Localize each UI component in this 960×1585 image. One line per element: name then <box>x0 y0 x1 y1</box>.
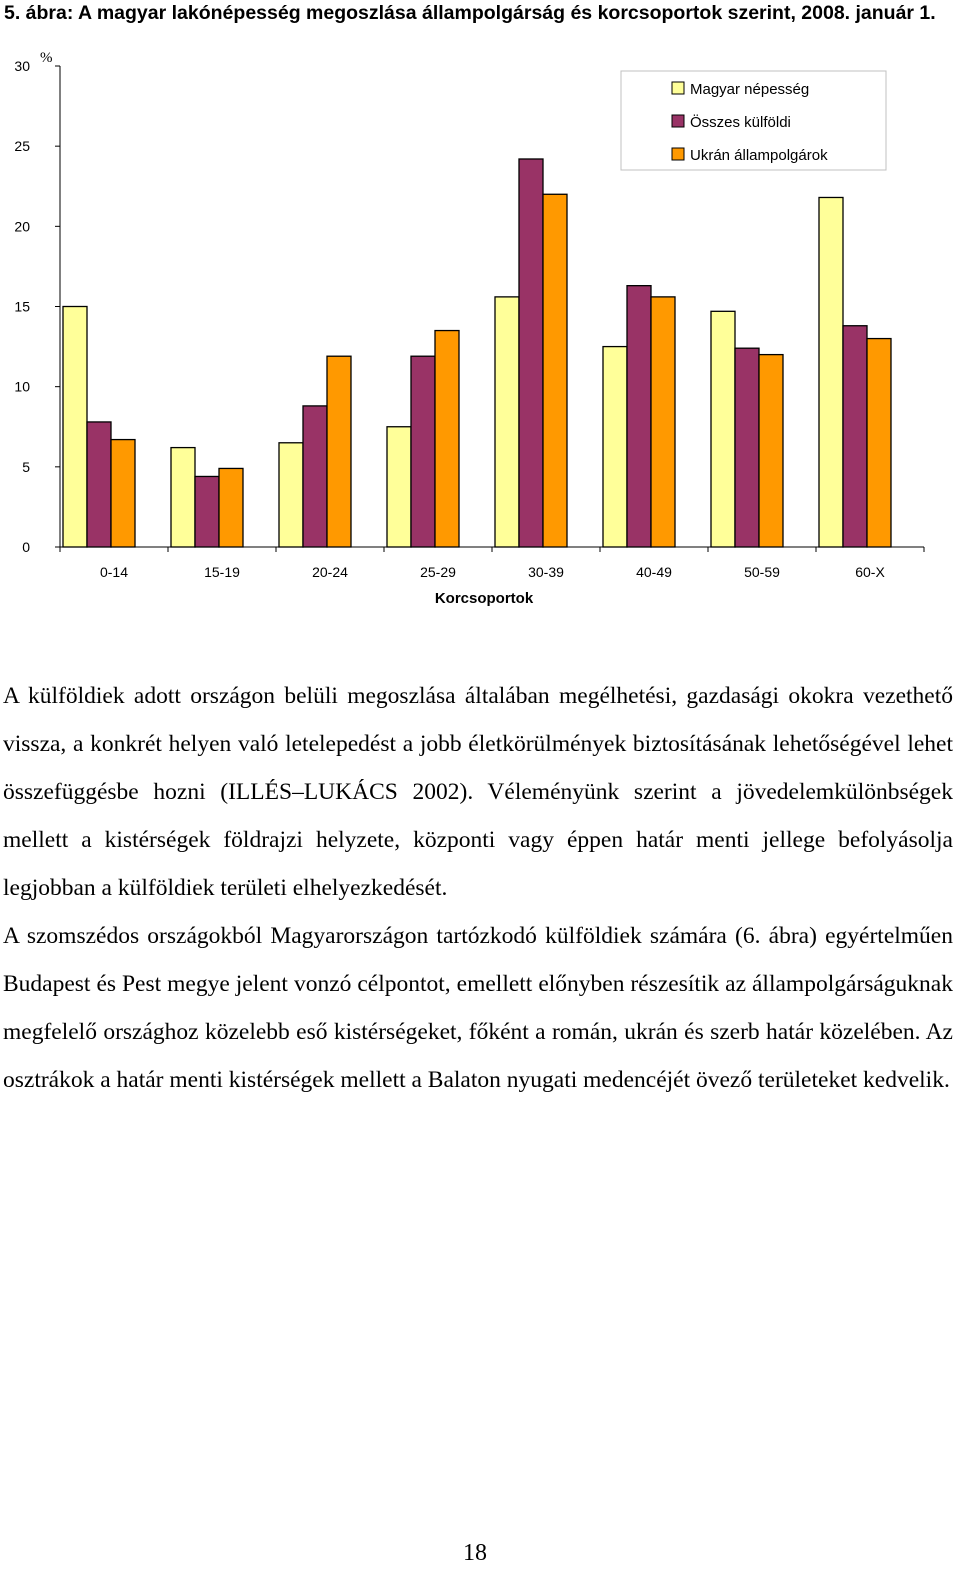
bar <box>63 307 87 548</box>
legend-swatch <box>672 82 684 94</box>
bar <box>543 194 567 547</box>
bar <box>867 339 891 547</box>
x-tick-label: 20-24 <box>312 564 348 580</box>
legend <box>621 71 886 170</box>
bars <box>63 159 891 547</box>
bar <box>711 311 735 547</box>
bar-chart <box>0 40 960 620</box>
bar <box>603 347 627 547</box>
x-tick-label: 25-29 <box>420 564 456 580</box>
x-tick-label: 30-39 <box>528 564 564 580</box>
bar <box>759 355 783 547</box>
bar <box>195 476 219 547</box>
y-axis <box>14 58 60 555</box>
legend-label: Magyar népesség <box>690 81 810 98</box>
x-axis-title: Korcsoportok <box>434 590 534 607</box>
y-unit-label: % <box>40 50 53 66</box>
x-tick-label: 15-19 <box>204 564 240 580</box>
bar <box>651 297 675 547</box>
bar <box>843 326 867 547</box>
bar <box>495 297 519 547</box>
body-text <box>3 672 953 1104</box>
y-tick-label: 0 <box>22 539 30 555</box>
bar <box>219 468 243 547</box>
bar <box>303 406 327 547</box>
bar <box>387 427 411 547</box>
y-tick-label: 20 <box>14 218 30 235</box>
legend-swatch <box>672 115 684 127</box>
paragraph-1: A külföldiek adott országon belüli megoszlása általában megélhetési, gazdasági okokra vezethető vissza, a konkrét helyen való letelepedést a jobb életkörülmények biztosításának lehetőségével lehet összefüggésbe hozni (ILLÉS–LUKÁCS 2002). Véleményünk szerint a jövedelemkülönbségek mellett a kistérségek földrajzi helyzete, központi vagy éppen határ menti jellege befolyásolja legjobban a külföldiek területi elhelyezkedését. <box>3 683 953 901</box>
x-tick-label: 60-X <box>855 564 885 580</box>
legend-label: Ukrán állampolgárok <box>690 147 828 164</box>
y-tick-label: 5 <box>22 458 30 475</box>
y-tick-label: 30 <box>14 58 30 74</box>
paragraph-2: A szomszédos országokból Magyarországon tartózkodó külföldiek számára (6. ábra) egyértelműen Budapest és Pest megye jelent vonzó célpontot, emellett előnyben részesítik az állampolgárságuknak megfelelő országhoz közelebb eső kistérségeket, főként a román, ukrán és szerb határ közelében. Az osztrákok a határ menti kistérségek mellett a Balaton nyugati medencéjét övező területeket kedvelik. <box>3 923 953 1093</box>
page-number: 18 <box>463 1540 487 1566</box>
legend-swatch <box>672 148 684 160</box>
bar <box>411 356 435 547</box>
figure-title: 5. ábra: A magyar lakónépesség megoszlása állampolgárság és korcsoportok szerint, 2008. január 1. <box>4 2 936 24</box>
bar <box>819 197 843 547</box>
bar <box>327 356 351 547</box>
bar <box>111 440 135 547</box>
y-tick-label: 10 <box>14 378 30 395</box>
y-tick-label: 15 <box>14 298 30 315</box>
legend-label: Összes külföldi <box>690 114 791 131</box>
bar <box>171 448 195 547</box>
x-tick-label: 40-49 <box>636 564 672 580</box>
bar <box>279 443 303 547</box>
bar <box>735 348 759 547</box>
y-tick-label: 25 <box>14 138 30 155</box>
x-axis <box>60 547 924 580</box>
bar <box>87 422 111 547</box>
bar <box>435 331 459 547</box>
bar <box>519 159 543 547</box>
bar <box>627 286 651 547</box>
x-tick-label: 50-59 <box>744 564 780 580</box>
x-tick-label: 0-14 <box>99 564 129 580</box>
